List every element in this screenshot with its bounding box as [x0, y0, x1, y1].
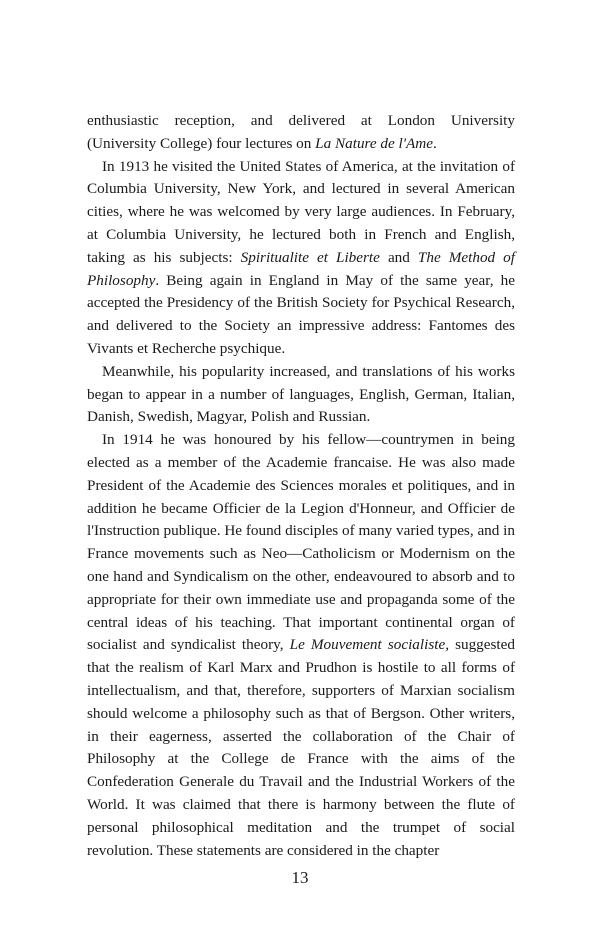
page-number: 13 [291, 868, 309, 887]
paragraph-text: In 1914 he was honoured by his fellow—countrymen in being elected as a member of the Academie francaise. He was also made President of the Academie des Sciences morales et politiques, and in addition he became Officier de la Legion d'Honneur, and Officier de l'Instruction publique. He found disciples of many varied types, and in France movements such as Neo—Catholicism or Modernism on the one hand and Syndicalism on the other, endeavoured to absorb and to appropriate for their own immediate use and propaganda some of the central ideas of his teaching. That important continental organ of socialist and syndicalist theory, [87, 431, 515, 654]
paragraph-text: In 1913 he visited the United States of America, at the invitation of Columbia University, New York, and lectured in several American cities, where he was welcomed by very large audiences. In February, at Columbia University, he lectured both in French and English, taking as his subjects: [87, 157, 515, 266]
italic-title: La Nature de l'Ame [315, 134, 434, 152]
paragraph-text: and [379, 248, 418, 266]
italic-title: The Method of Philosophy [87, 248, 515, 289]
paragraph-text: Meanwhile, his popularity increased, and translations of his works began to appear in a number of languages, English, German, Italian, Danish, Swedish, Magyar, Polish and Russian. [87, 362, 515, 426]
paragraph-text: . Being again in England in May of the same year, he accepted the Presidency of the British Society for Psychical Research, and delivered to the Society an impressive address: Fantomes des Vivants et Recherche psychique. [87, 271, 515, 357]
paragraph-text: suggested that the realism of Karl Marx and Prudhon is hostile to all forms of intellectualism, and that, therefore, supporters of Marxian socialism should welcome a philosophy such as that of Bergson. Other writers, in their eagerness, asserted the collaboration of the Chair of Philosophy at the College de France with the aims of the Confederation Generale du Travail and the Industrial Workers of the World. It was claimed that there is harmony between the flute of personal philosophical meditation and the trumpet of social revolution. These statements are considered in the chapter [87, 636, 515, 859]
italic-title: Le Mouvement socialiste, [289, 636, 449, 654]
paragraph-text: . [433, 134, 437, 152]
page-body [87, 110, 515, 862]
paragraph-4 [87, 429, 515, 862]
paragraph-1 [87, 110, 515, 156]
paragraph-3 [87, 361, 515, 429]
paragraph-2 [87, 156, 515, 361]
italic-title: Spiritualite et Liberte [240, 248, 380, 266]
paragraph-text: enthusiastic reception, and delivered at London University (University College) four lectures on [87, 112, 515, 152]
